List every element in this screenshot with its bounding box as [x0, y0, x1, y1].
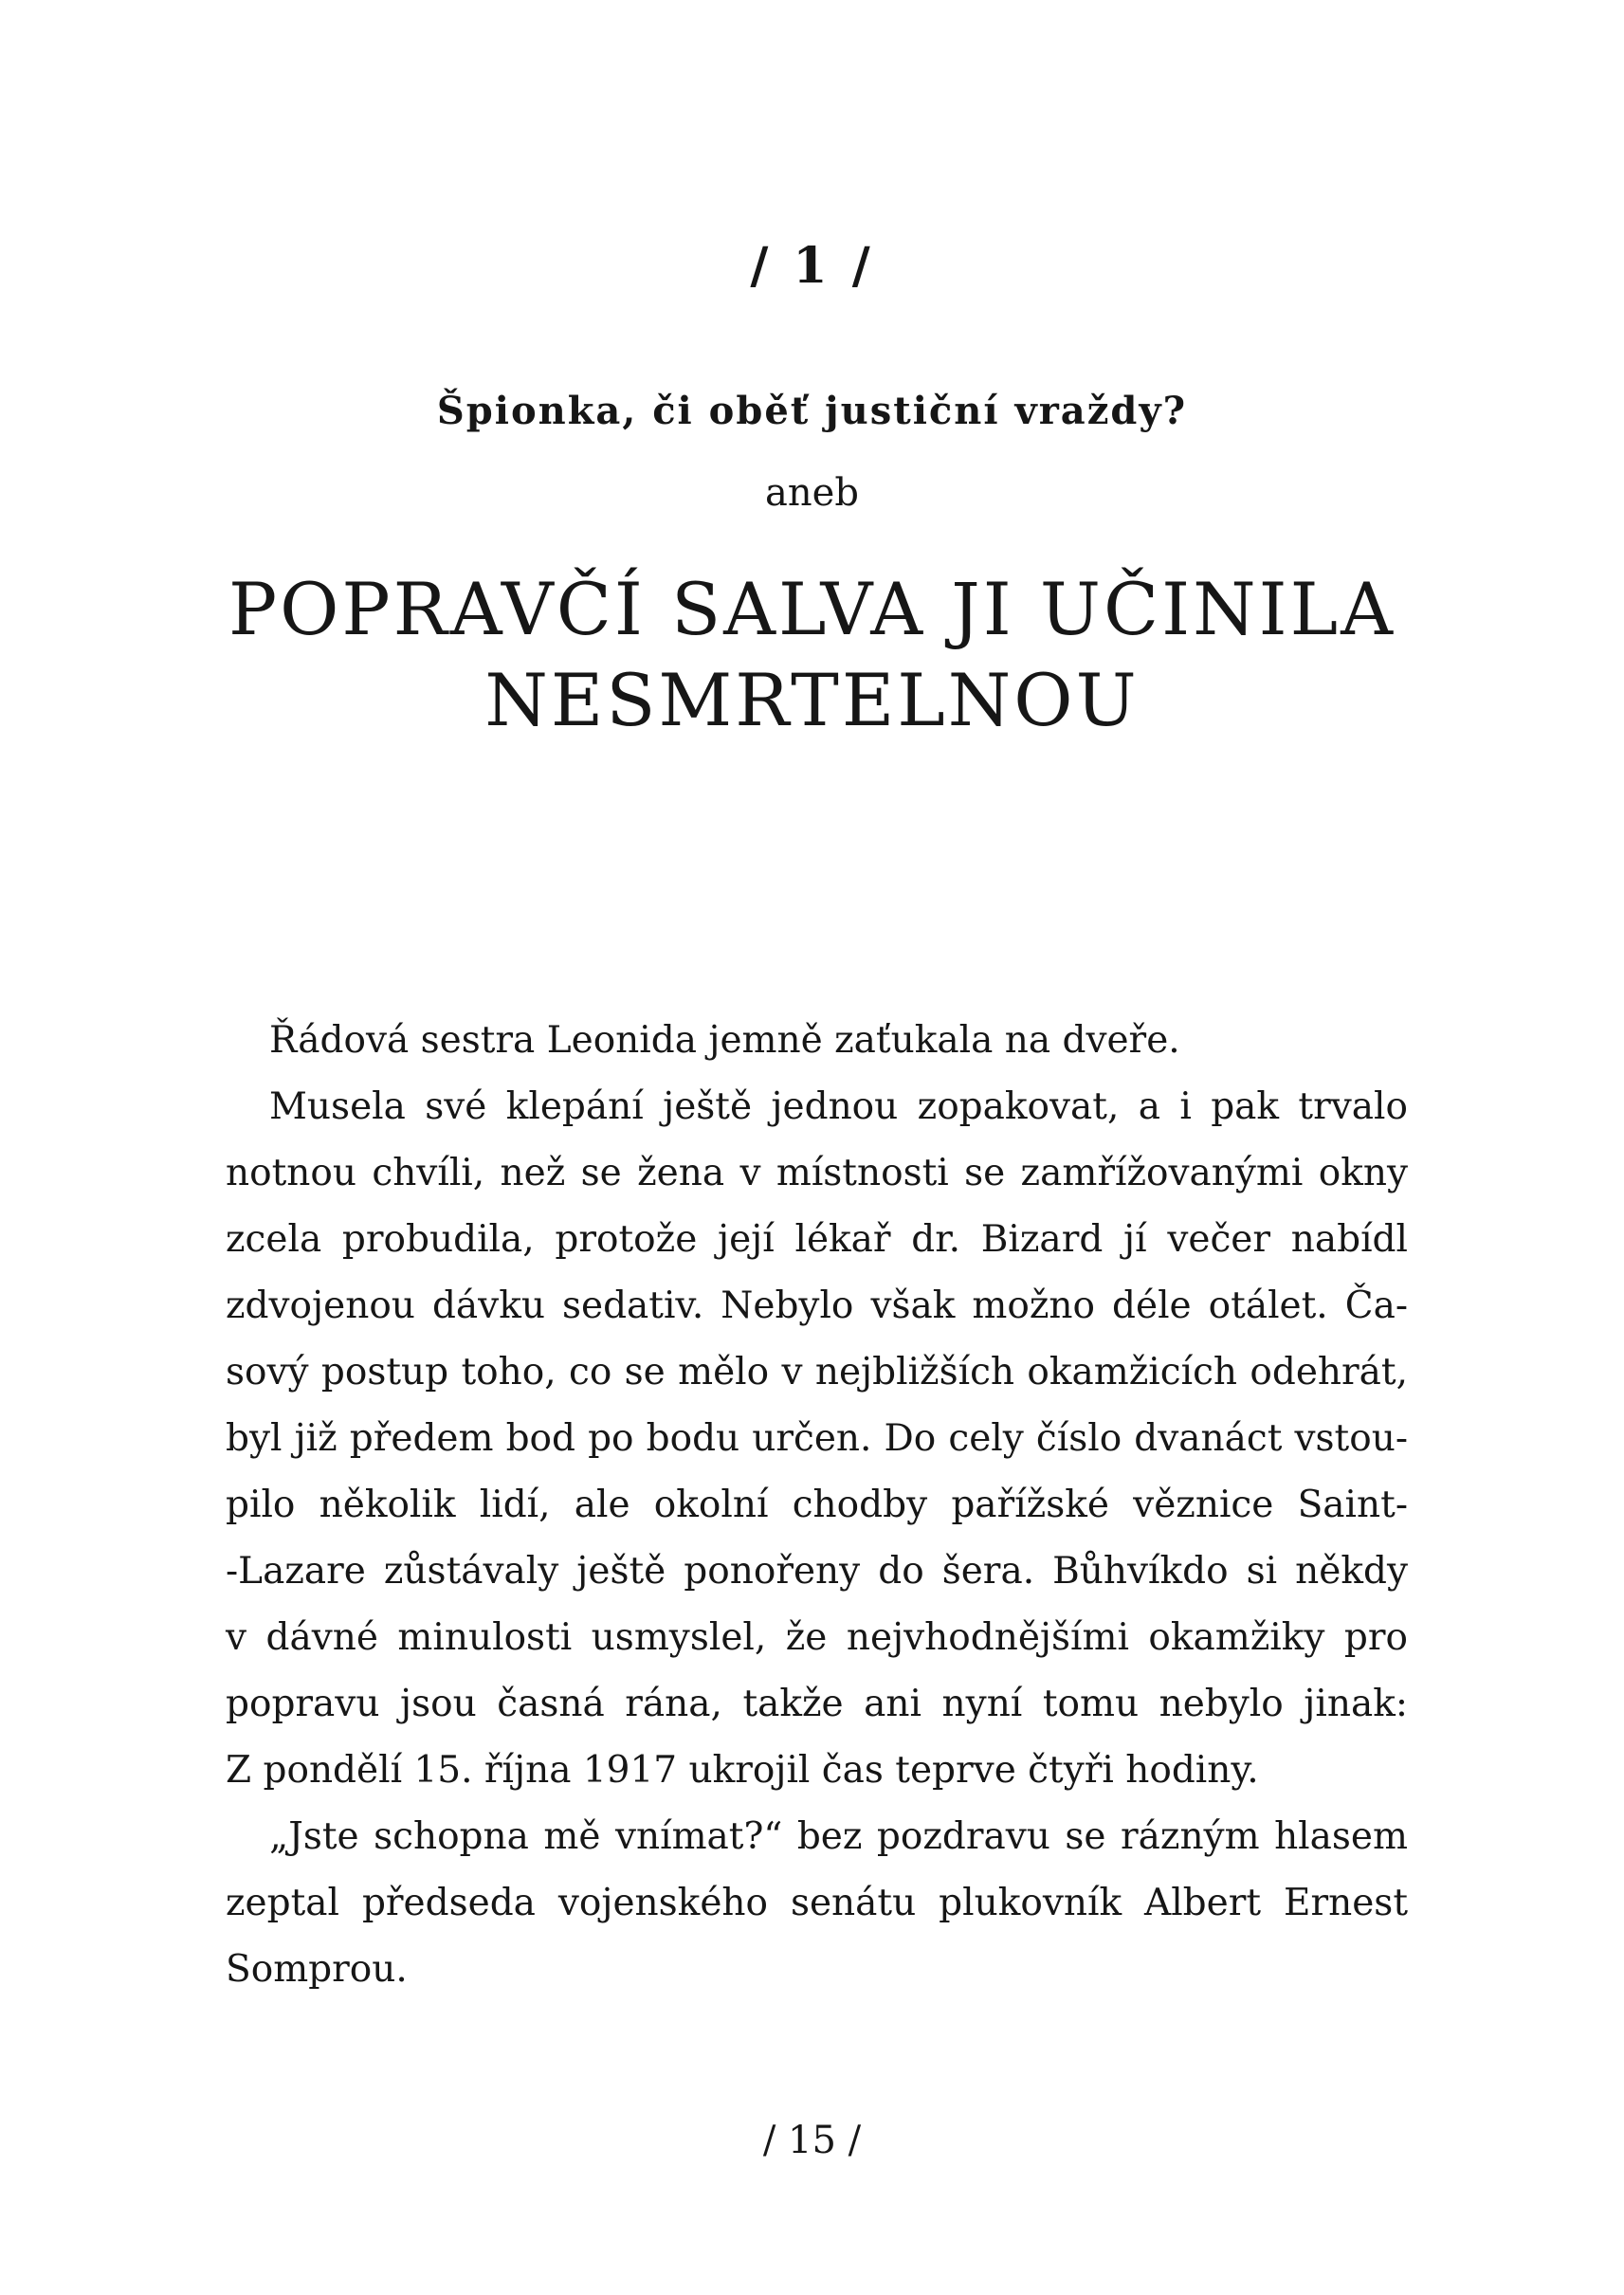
paragraph [226, 1008, 1408, 1074]
text-line: sový postup toho, co se mělo v nejbližších okamžicích odehrát, [226, 1351, 1408, 1393]
chapter-subtitle: Špionka, či oběť justiční vraždy? [436, 389, 1188, 433]
text-line: v dávné minulosti usmyslel, že nejvhodnějšími okamžiky pro [226, 1616, 1408, 1659]
paragraph [226, 1804, 1408, 2003]
text-line: notnou chvíli, než se žena v místnosti se zamřížovanými okny [226, 1152, 1408, 1194]
paragraph [226, 1074, 1408, 1804]
page-number: / 15 / [762, 2119, 862, 2162]
chapter-title-line: NESMRTELNOU [484, 658, 1140, 742]
text-line: pilo několik lidí, ale okolní chodby pařížské věznice Saint- [226, 1484, 1408, 1526]
text-line: Z pondělí 15. října 1917 ukrojil čas teprve čtyři hodiny. [226, 1749, 1259, 1792]
chapter-title [0, 564, 1624, 746]
text-line: -Lazare zůstávaly ještě ponořeny do šera. Bůhvíkdo si někdy [226, 1550, 1408, 1593]
text-line: Musela své klepání ještě jednou zopakovat, a i pak trvalo [269, 1085, 1408, 1128]
text-line: zcela probudila, protože její lékař dr. Bizard jí večer nabídl [226, 1218, 1408, 1261]
chapter-title-line: POPRAVČÍ SALVA JI UČINILA [228, 567, 1396, 651]
chapter-number: / 1 / [750, 237, 874, 295]
text-line: Řádová sestra Leonida jemně zaťukala na dveře. [269, 1019, 1180, 1062]
body-text [226, 1008, 1408, 2003]
text-line: zdvojenou dávku sedativ. Nebylo však možno déle otálet. Ča- [226, 1284, 1408, 1327]
text-line: popravu jsou časná rána, takže ani nyní tomu nebylo jinak: [226, 1683, 1408, 1725]
text-line: byl již předem bod po bodu určen. Do cely číslo dvanáct vstou- [226, 1417, 1408, 1460]
text-line: „Jste schopna mě vnímat?“ bez pozdravu se rázným hlasem [269, 1815, 1408, 1858]
chapter-connector: aneb [765, 471, 859, 515]
text-line: Somprou. [226, 1948, 408, 1991]
text-line: zeptal předseda vojenského senátu plukovník Albert Ernest [226, 1882, 1408, 1924]
